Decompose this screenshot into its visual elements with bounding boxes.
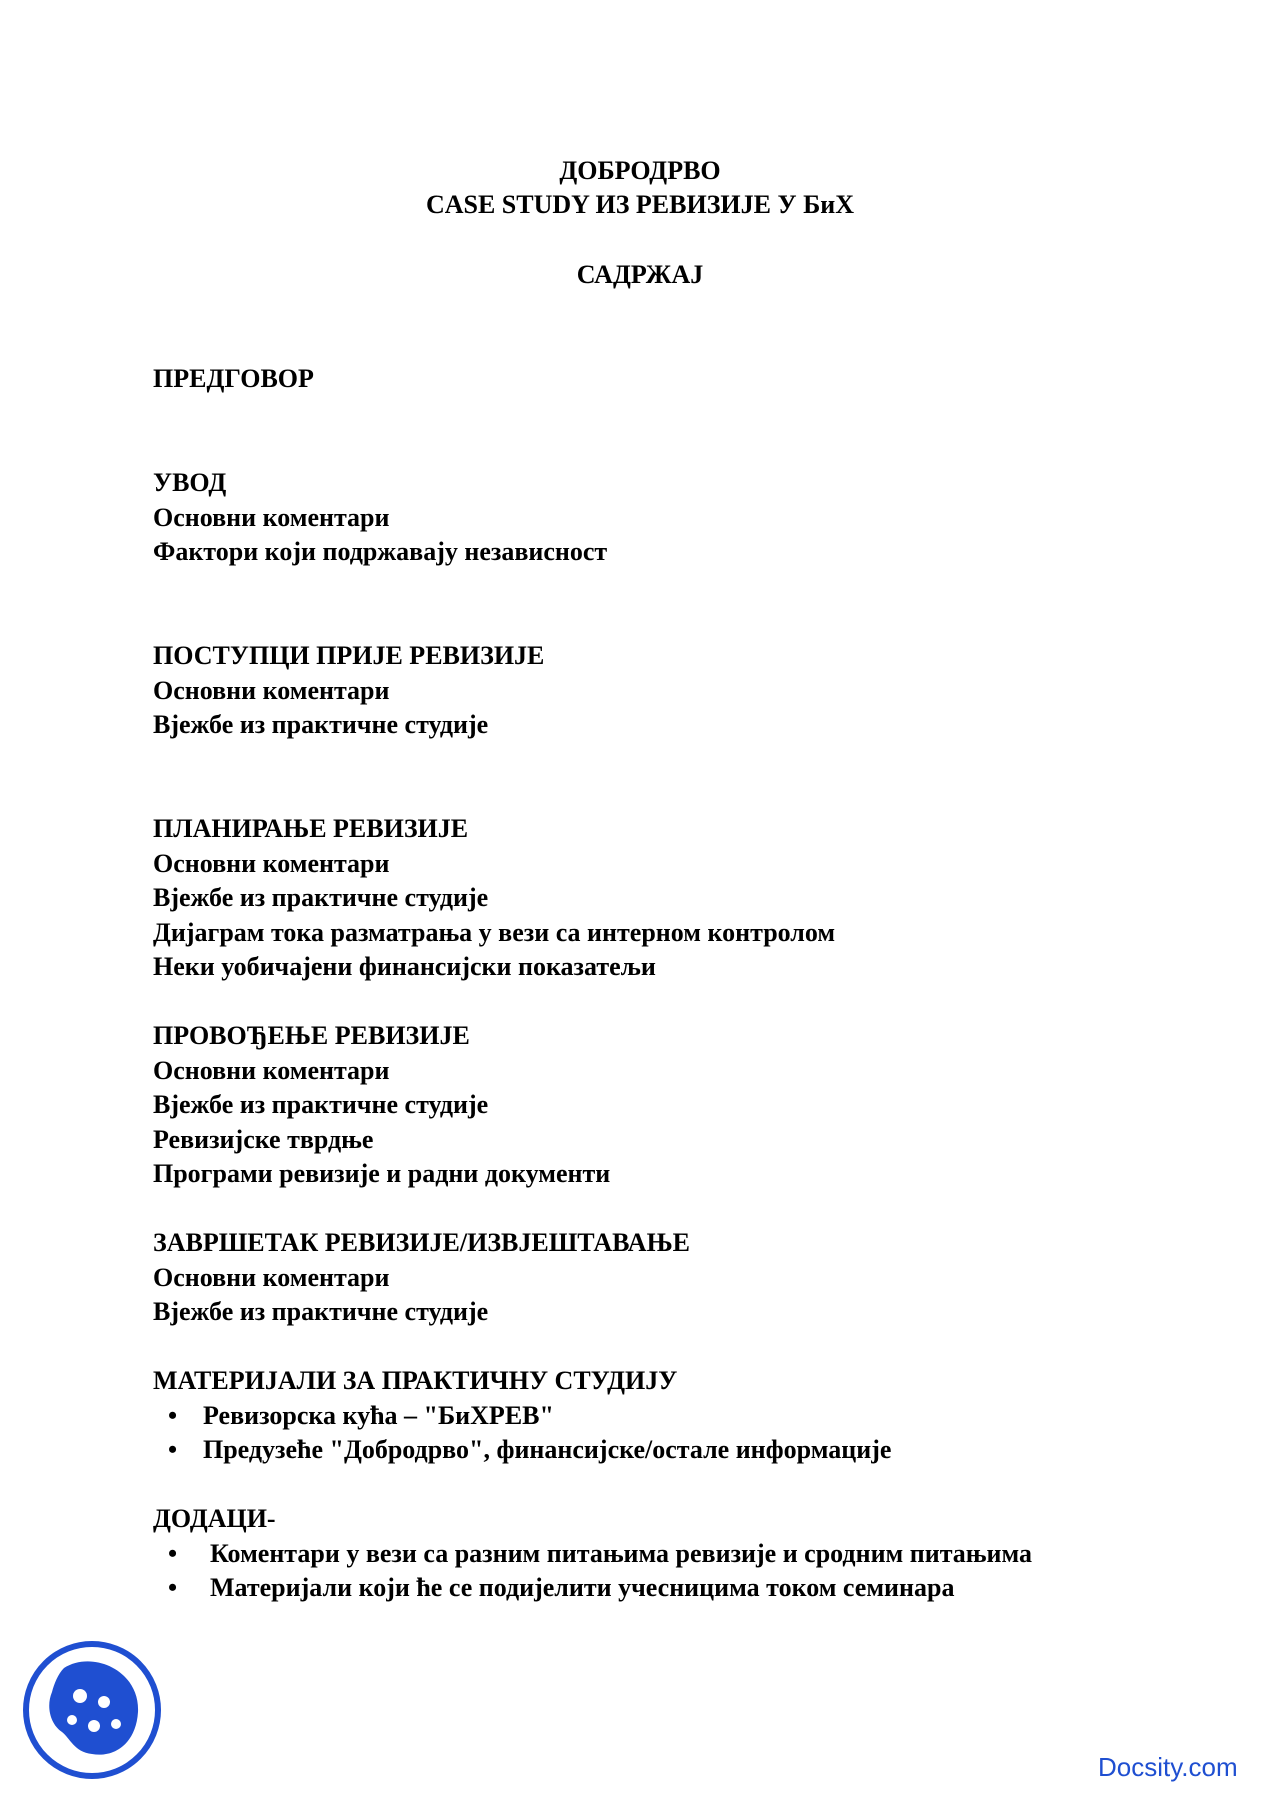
section-heading: МАТЕРИЈАЛИ ЗА ПРАКТИЧНУ СТУДИЈУ <box>153 1366 678 1395</box>
section-predgovor <box>153 362 1153 397</box>
bullet-item <box>153 1433 1153 1468</box>
section-provodjenje <box>153 1019 1153 1192</box>
bullet-item <box>153 1537 1110 1572</box>
section-heading: ЗАВРШЕТАК РЕВИЗИЈЕ/ИЗВЈЕШТАВАЊЕ <box>153 1228 690 1257</box>
toc-item: Вјежбе из практичне студије <box>153 710 489 739</box>
section-planiranje <box>153 812 1153 985</box>
toc-item: Вјежбе из практичне студије <box>153 1297 489 1326</box>
bullet-icon: • <box>168 1435 178 1464</box>
section-heading: УВОД <box>153 468 227 497</box>
toc-item: Фактори који подржавају независност <box>153 537 608 566</box>
section-materijali <box>153 1364 1153 1468</box>
section-heading: ПРОВОЂЕЊЕ РЕВИЗИЈЕ <box>153 1021 470 1050</box>
bullet-icon: • <box>168 1400 178 1430</box>
bullet-list <box>153 1399 1153 1468</box>
bullet-icon: • <box>168 1573 178 1602</box>
toc-heading: САДРЖАЈ <box>576 260 704 289</box>
bullet-item <box>153 1399 1153 1434</box>
toc-item: Основни коментари <box>153 675 390 705</box>
document-subtitle: CASE STUDY ИЗ РЕВИЗИЈЕ У БиХ <box>425 190 855 219</box>
bullet-text: Материјали који ће се подијелити учесницима током семинара <box>210 1573 955 1602</box>
toc-item: Основни коментари <box>153 1262 390 1292</box>
toc-item: Основни коментари <box>153 502 390 532</box>
toc-item: Вјежбе из практичне студије <box>153 1090 489 1119</box>
section-postupci <box>153 639 1153 743</box>
section-uvod <box>153 466 1153 570</box>
docsity-logo-icon <box>22 1640 162 1780</box>
toc-item: Дијаграм тока разматрања у вези са интерном контролом <box>153 917 836 947</box>
toc-item: Вјежбе из практичне студије <box>153 883 489 912</box>
bullet-text: Ревизорска кућа – "БиХРЕВ" <box>203 1400 554 1430</box>
toc-item: Основни коментари <box>153 848 390 878</box>
bullet-text: Коментари у вези са разним питањима ревизије и сродним питањима <box>210 1538 1033 1568</box>
document-title: ДОБРОДРВО <box>559 156 721 185</box>
section-heading: ДОДАЦИ- <box>153 1504 276 1533</box>
toc-item: Ревизијске тврдње <box>153 1124 374 1154</box>
bullet-item <box>153 1571 1110 1606</box>
bullet-list <box>153 1537 1153 1606</box>
toc-item: Основни коментари <box>153 1055 390 1085</box>
docsity-brand-link[interactable]: Docsity.com <box>1098 1752 1238 1782</box>
section-zavrsetak <box>153 1226 1153 1330</box>
bullet-text: Предузеће "Добродрво", финансијске/остале информације <box>203 1435 892 1464</box>
section-heading: ПЛАНИРАЊЕ РЕВИЗИЈЕ <box>153 814 469 843</box>
toc-item: Неки уобичајени финансијски показатељи <box>153 952 656 981</box>
section-heading: ПОСТУПЦИ ПРИЈЕ РЕВИЗИЈЕ <box>153 641 545 670</box>
section-heading: ПРЕДГОВОР <box>153 364 314 393</box>
toc-item: Програми ревизије и радни документи <box>153 1159 611 1188</box>
section-dodaci <box>153 1502 1153 1606</box>
bullet-icon: • <box>168 1538 178 1568</box>
